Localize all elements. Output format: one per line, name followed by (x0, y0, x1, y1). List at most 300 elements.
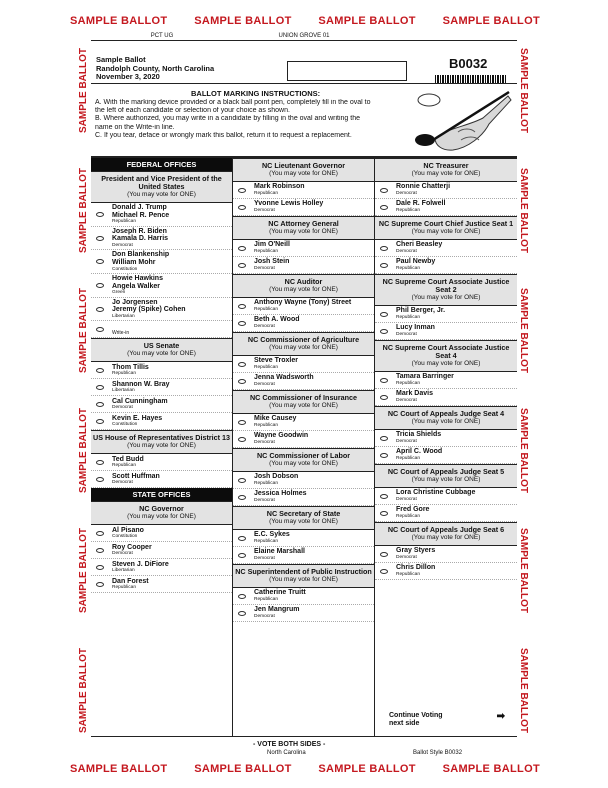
candidate-party: Democrat (254, 614, 275, 620)
precinct-name: UNION GROVE 01 (278, 33, 330, 39)
watermark-text: SAMPLE BALLOT (77, 167, 89, 253)
ballot-oval[interactable] (238, 263, 246, 268)
contest-title: NC Treasurer (423, 161, 469, 170)
candidate-info (254, 241, 290, 254)
candidate-info (254, 490, 307, 503)
candidate-party: Democrat (254, 324, 275, 330)
candidate-info (254, 415, 296, 428)
candidate-row[interactable] (233, 315, 374, 332)
write-in-row[interactable] (91, 321, 232, 338)
candidate-party: Green (112, 290, 126, 296)
running-mate-name: Kamala D. Harris (112, 235, 169, 243)
vote-both-sides: - VOTE BOTH SIDES - (253, 741, 326, 748)
column-3 (375, 158, 517, 736)
candidate-row[interactable] (375, 257, 517, 274)
candidate-party: Democrat (254, 266, 275, 272)
ballot-oval[interactable] (380, 552, 388, 557)
contest-header (233, 158, 374, 182)
candidate-party: Democrat (112, 242, 133, 248)
candidate-row[interactable] (375, 389, 517, 406)
candidate-party: Republican (396, 572, 421, 578)
ballot-oval[interactable] (96, 419, 104, 424)
candidate-row[interactable] (233, 472, 374, 489)
candidate-name: Catherine Truitt (254, 589, 306, 597)
candidate-row[interactable] (91, 203, 232, 227)
candidate-party: Libertarian (112, 568, 135, 574)
candidate-party: Democrat (254, 382, 275, 388)
ballot-oval[interactable] (96, 236, 104, 241)
candidate-info (396, 183, 450, 196)
candidate-info (254, 299, 351, 312)
vote-instruction: (You may vote for ONE) (269, 518, 338, 525)
candidate-info (112, 473, 160, 486)
candidate-info (254, 606, 300, 619)
candidate-info (396, 241, 442, 254)
candidate-row[interactable] (375, 323, 517, 340)
candidate-party: Democrat (112, 405, 133, 411)
candidate-row[interactable] (91, 471, 232, 488)
candidate-party: Libertarian (112, 313, 135, 319)
candidate-party: Republican (396, 266, 421, 272)
candidate-name: Mike Causey (254, 415, 297, 423)
watermark-top (70, 15, 540, 27)
ballot-oval[interactable] (238, 362, 246, 367)
contest-title: NC Secretary of State (266, 509, 341, 518)
ballot-oval[interactable] (238, 304, 246, 309)
candidate-name: Jessica Holmes (254, 490, 307, 498)
ballot-oval[interactable] (96, 327, 104, 332)
contest-header (375, 216, 517, 240)
contest-title: NC Court of Appeals Judge Seat 5 (387, 467, 505, 476)
candidate-row[interactable] (375, 306, 517, 323)
ballot-oval[interactable] (380, 436, 388, 441)
candidate-info (112, 381, 170, 394)
watermark-text: SAMPLE BALLOT (77, 647, 89, 733)
candidate-name: Josh Dobson (254, 473, 299, 481)
state-offices-header: STATE OFFICES (91, 488, 232, 501)
ballot-header (91, 41, 517, 84)
watermark-bottom (70, 763, 540, 775)
candidate-info (112, 364, 149, 377)
watermark-text: SAMPLE BALLOT (194, 15, 292, 27)
candidate-party: Democrat (396, 249, 417, 255)
candidate-name: Lora Christine Cubbage (396, 489, 476, 497)
candidate-info (254, 589, 306, 602)
contest-header (233, 332, 374, 356)
candidate-name: Josh Stein (254, 258, 290, 266)
ballot-oval[interactable] (96, 531, 104, 536)
ballot-oval[interactable] (238, 553, 246, 558)
watermark-text: SAMPLE BALLOT (442, 763, 540, 775)
candidate-row[interactable] (91, 413, 232, 430)
column-1 (91, 158, 233, 736)
candidate-party: Democrat (254, 498, 275, 504)
candidate-party: Democrat (112, 480, 133, 486)
candidate-row[interactable] (233, 373, 374, 390)
candidate-row[interactable] (91, 250, 232, 274)
continue-line-2: next side (389, 720, 420, 727)
watermark-text: SAMPLE BALLOT (517, 47, 529, 133)
write-in-label: Write-in (112, 330, 130, 337)
ballot-oval[interactable] (380, 188, 388, 193)
candidate-name: Wayne Goodwin (254, 432, 309, 440)
ballot-oval[interactable] (96, 582, 104, 587)
contest-title: NC Auditor (284, 277, 323, 286)
candidate-info (112, 275, 163, 296)
candidate-name: Anthony Wayne (Tony) Street (254, 299, 352, 307)
candidate-party: Republican (112, 371, 137, 377)
candidate-info (112, 527, 144, 540)
candidate-name: Mark Robinson (254, 183, 305, 191)
ballot-oval[interactable] (238, 188, 246, 193)
arrow-right-icon: ➡ (496, 711, 505, 722)
ballot-oval[interactable] (380, 329, 388, 334)
candidate-info (396, 373, 454, 386)
watermark-text: SAMPLE BALLOT (70, 763, 168, 775)
ballot-oval[interactable] (238, 495, 246, 500)
footer-state: North Carolina (267, 750, 306, 756)
contest-house (91, 430, 232, 454)
candidate-name: Gray Styers (396, 547, 436, 555)
ballot-oval[interactable] (380, 378, 388, 383)
contest-title: NC Governor (139, 504, 184, 514)
ballot-oval[interactable] (380, 569, 388, 574)
candidate-row[interactable] (375, 430, 517, 447)
vote-instruction: (You may vote for ONE) (269, 170, 338, 177)
candidate-row[interactable] (91, 525, 232, 542)
candidate-info (112, 456, 144, 469)
candidate-name: Thom Tillis (112, 363, 149, 371)
candidate-info (396, 200, 445, 213)
contest-header (375, 158, 517, 182)
watermark-text: SAMPLE BALLOT (194, 763, 292, 775)
ballot-oval[interactable] (238, 420, 246, 425)
contest-header (375, 340, 517, 372)
watermark-text: SAMPLE BALLOT (318, 763, 416, 775)
ballot-oval[interactable] (380, 511, 388, 516)
contest-governor (91, 501, 232, 525)
candidate-party: Republican (396, 315, 421, 321)
candidate-party: Democrat (254, 440, 275, 446)
watermark-text: SAMPLE BALLOT (517, 287, 529, 373)
instructions-lines (95, 99, 405, 140)
candidate-name: Mark Davis (396, 390, 433, 398)
candidate-row[interactable] (375, 240, 517, 257)
candidate-row[interactable] (91, 298, 232, 322)
candidate-row[interactable] (91, 396, 232, 413)
candidate-party: Democrat (396, 398, 417, 404)
candidate-name: Dan Forest (112, 577, 149, 585)
watermark-text: SAMPLE BALLOT (70, 15, 168, 27)
candidate-name: Joseph R. Biden (112, 227, 167, 235)
header-text (96, 56, 214, 82)
contest-title: NC Commissioner of Agriculture (247, 335, 360, 344)
candidate-info (112, 204, 169, 225)
ballot-oval[interactable] (96, 402, 104, 407)
candidate-row[interactable] (375, 182, 517, 199)
candidate-info (254, 316, 300, 329)
watermark-text: SAMPLE BALLOT (517, 407, 529, 493)
ballot-oval[interactable] (238, 611, 246, 616)
candidate-row[interactable] (233, 414, 374, 431)
ballot-oval[interactable] (96, 460, 104, 465)
ballot-oval[interactable] (380, 246, 388, 251)
ballot-oval[interactable] (380, 205, 388, 210)
candidate-row[interactable] (233, 489, 374, 506)
candidate-party: Republican (254, 307, 279, 313)
candidate-name: Shannon W. Bray (112, 380, 170, 388)
header-line-2: Randolph County, North Carolina (96, 63, 215, 73)
candidate-row[interactable] (375, 372, 517, 389)
running-mate-name: Angela Walker (112, 282, 160, 290)
candidate-info (396, 547, 435, 560)
candidate-name: Jenna Wadsworth (254, 374, 314, 382)
candidate-info (254, 374, 314, 387)
candidate-party: Republican (254, 249, 279, 255)
pct-code: PCT UG (150, 33, 174, 39)
candidate-row[interactable] (91, 542, 232, 559)
barcode (435, 75, 507, 83)
candidate-party: Republican (254, 539, 279, 545)
ballot-oval[interactable] (96, 259, 104, 264)
header-box (287, 61, 407, 81)
running-mate-name: Jeremy (Spike) Cohen (112, 306, 186, 314)
candidate-row[interactable] (375, 546, 517, 563)
candidate-info (396, 506, 429, 519)
candidate-row[interactable] (91, 454, 232, 471)
vote-instruction: (You may vote for ONE) (127, 350, 196, 358)
candidate-name: Howie Hawkins (112, 275, 163, 283)
candidate-row[interactable] (375, 505, 517, 522)
candidate-name: Lucy Inman (396, 324, 435, 332)
candidate-info (254, 258, 289, 271)
candidate-info (254, 357, 298, 370)
candidate-party: Constitution (112, 534, 138, 540)
candidate-party: Republican (396, 514, 421, 520)
instruction-line: B. Where authorized, you may write in a candidate by filling in the oval and writing the (95, 115, 360, 123)
candidate-row[interactable] (91, 274, 232, 298)
candidate-row[interactable] (375, 563, 517, 580)
contest-header (233, 506, 374, 530)
candidate-row[interactable] (91, 576, 232, 593)
running-mate-name: William Mohr (112, 258, 156, 266)
ballot-oval[interactable] (96, 385, 104, 390)
candidate-name: E.C. Sykes (254, 531, 290, 539)
vote-instruction: (You may vote for ONE) (269, 228, 338, 235)
candidate-info (112, 398, 168, 411)
ballot-oval[interactable] (96, 477, 104, 482)
candidate-name: Cal Cunningham (112, 397, 168, 405)
candidate-row[interactable] (233, 257, 374, 274)
candidate-name: Steve Troxler (254, 357, 298, 365)
ballot-oval[interactable] (96, 307, 104, 312)
ballot-oval[interactable] (380, 395, 388, 400)
ballot-oval[interactable] (96, 565, 104, 570)
contest-title: US House of Representatives District 13 (93, 433, 231, 443)
contest-title: NC Court of Appeals Judge Seat 4 (387, 409, 505, 418)
watermark-text: SAMPLE BALLOT (517, 167, 529, 253)
ballot-oval[interactable] (238, 437, 246, 442)
hand-marking-illustration (413, 88, 513, 154)
ballot-oval[interactable] (380, 494, 388, 499)
watermark-text: SAMPLE BALLOT (517, 647, 529, 733)
candidate-party: Republican (254, 481, 279, 487)
ballot-oval[interactable] (238, 478, 246, 483)
ballot-oval[interactable] (238, 379, 246, 384)
candidate-info (396, 258, 435, 271)
contest-president (91, 171, 232, 203)
watermark-text: SAMPLE BALLOT (77, 407, 89, 493)
candidate-row[interactable] (233, 240, 374, 257)
candidate-row[interactable] (91, 379, 232, 396)
instructions-title: BALLOT MARKING INSTRUCTIONS: (191, 89, 321, 98)
candidate-row[interactable] (91, 362, 232, 379)
candidate-name: Elaine Marshall (254, 548, 305, 556)
vote-instruction: (You may vote for ONE) (411, 476, 481, 483)
vote-instruction: (You may vote for ONE) (269, 286, 338, 293)
candidate-name: Paul Newby (396, 258, 436, 266)
candidate-info (112, 544, 152, 557)
candidate-row[interactable] (233, 199, 374, 216)
candidate-info (254, 531, 290, 544)
ballot-oval[interactable] (96, 283, 104, 288)
candidate-row[interactable] (233, 605, 374, 622)
candidate-info (254, 183, 305, 196)
candidate-row[interactable] (375, 447, 517, 464)
contest-senate (91, 338, 232, 362)
candidate-info (112, 561, 169, 574)
candidate-name: Al Pisano (112, 526, 144, 534)
contest-title: NC Commissioner of Insurance (249, 393, 358, 402)
ballot-oval[interactable] (96, 212, 104, 217)
candidate-info (254, 473, 298, 486)
candidate-info (396, 324, 435, 337)
contest-header (375, 522, 517, 546)
vote-instruction: (You may vote for ONE) (411, 360, 481, 367)
ballot-oval[interactable] (96, 368, 104, 373)
running-mate-name: Michael R. Pence (112, 211, 170, 219)
vote-instruction: (You may vote for ONE) (411, 534, 481, 541)
watermark-text: SAMPLE BALLOT (318, 15, 416, 27)
contest-header (233, 390, 374, 414)
candidate-info (254, 200, 323, 213)
candidate-name: Jo Jorgensen (112, 298, 158, 306)
contest-title: President and Vice President of the United States (101, 174, 222, 191)
candidate-name: Yvonne Lewis Holley (254, 200, 324, 208)
candidate-info (396, 307, 445, 320)
candidate-party: Republican (112, 219, 137, 225)
ballot-oval[interactable] (238, 594, 246, 599)
candidate-row[interactable] (233, 530, 374, 547)
contest-header (233, 216, 374, 240)
candidate-name: Dale R. Folwell (396, 200, 446, 208)
candidate-row[interactable] (233, 431, 374, 448)
candidate-info (112, 578, 149, 591)
footer-ballot-style: Ballot Style B0032 (413, 750, 463, 756)
candidate-party: Republican (254, 191, 279, 197)
header-line-3: November 3, 2020 (96, 72, 160, 81)
candidate-party: Constitution (112, 422, 138, 428)
ballot-oval[interactable] (238, 246, 246, 251)
ballot-oval[interactable] (380, 453, 388, 458)
candidate-name: Don Blankenship (112, 251, 170, 259)
candidate-info (396, 390, 433, 403)
vote-instruction: (You may vote for ONE) (411, 170, 481, 177)
candidate-party: Democrat (396, 191, 417, 197)
contests-area (91, 158, 517, 736)
candidate-party: Democrat (396, 497, 417, 503)
contest-header (375, 274, 517, 306)
candidate-name: Roy Cooper (112, 543, 152, 551)
candidate-name: Ted Budd (112, 455, 144, 463)
candidate-row[interactable] (233, 588, 374, 605)
candidate-row[interactable] (91, 227, 232, 251)
candidate-info (112, 251, 169, 272)
candidate-info (396, 431, 441, 444)
contest-title: NC Court of Appeals Judge Seat 6 (387, 525, 505, 534)
candidate-row[interactable] (375, 488, 517, 505)
candidate-row[interactable] (375, 199, 517, 216)
contest-title: NC Commissioner of Labor (256, 451, 351, 460)
candidate-info (112, 228, 168, 249)
precinct-row (91, 32, 517, 41)
candidate-name: Jen Mangrum (254, 606, 300, 614)
watermark-text: SAMPLE BALLOT (77, 287, 89, 373)
continue-voting (375, 704, 517, 736)
ballot-oval[interactable] (380, 263, 388, 268)
candidate-info (112, 299, 186, 320)
watermark-text: SAMPLE BALLOT (517, 527, 529, 613)
vote-instruction: (You may vote for ONE) (269, 344, 338, 351)
vote-instruction: (You may vote for ONE) (269, 460, 338, 467)
vote-instruction: (You may vote for ONE) (411, 294, 481, 301)
candidate-row[interactable] (233, 298, 374, 315)
vote-instruction: (You may vote for ONE) (411, 418, 481, 425)
candidate-name: Kevin E. Hayes (112, 414, 163, 422)
candidate-name: Jim O'Neill (254, 241, 290, 249)
ballot-oval[interactable] (238, 321, 246, 326)
candidate-party: Republican (254, 597, 279, 603)
contest-header (375, 406, 517, 430)
vote-instruction: (You may vote for ONE) (269, 402, 338, 409)
candidate-name: Cheri Beasley (396, 241, 443, 249)
ballot-oval[interactable] (96, 548, 104, 553)
ballot-oval[interactable] (238, 536, 246, 541)
candidate-party: Democrat (254, 556, 275, 562)
candidate-row[interactable] (233, 356, 374, 373)
instruction-line: name on the Write-in line. (95, 123, 175, 131)
candidate-party: Republican (396, 456, 421, 462)
candidate-name: Beth A. Wood (254, 316, 300, 324)
candidate-info (254, 432, 308, 445)
candidate-name: Steven J. DiFiore (112, 560, 169, 568)
column-2 (233, 158, 375, 736)
candidate-name: April C. Wood (396, 448, 443, 456)
candidate-row[interactable] (233, 182, 374, 199)
candidate-name: Scott Huffman (112, 472, 160, 480)
candidate-name: Ronnie Chatterji (396, 183, 451, 191)
contest-header (233, 564, 374, 588)
contest-title: NC Supreme Court Associate Justice Seat 2 (382, 277, 510, 294)
vote-instruction: (You may vote for ONE) (411, 228, 481, 235)
candidate-party: Republican (396, 381, 421, 387)
ballot-oval[interactable] (380, 312, 388, 317)
vote-instruction: (You may vote for ONE) (127, 191, 196, 198)
candidate-row[interactable] (233, 547, 374, 564)
candidate-party: Democrat (396, 332, 417, 338)
ballot-oval[interactable] (238, 205, 246, 210)
candidate-row[interactable] (91, 559, 232, 576)
